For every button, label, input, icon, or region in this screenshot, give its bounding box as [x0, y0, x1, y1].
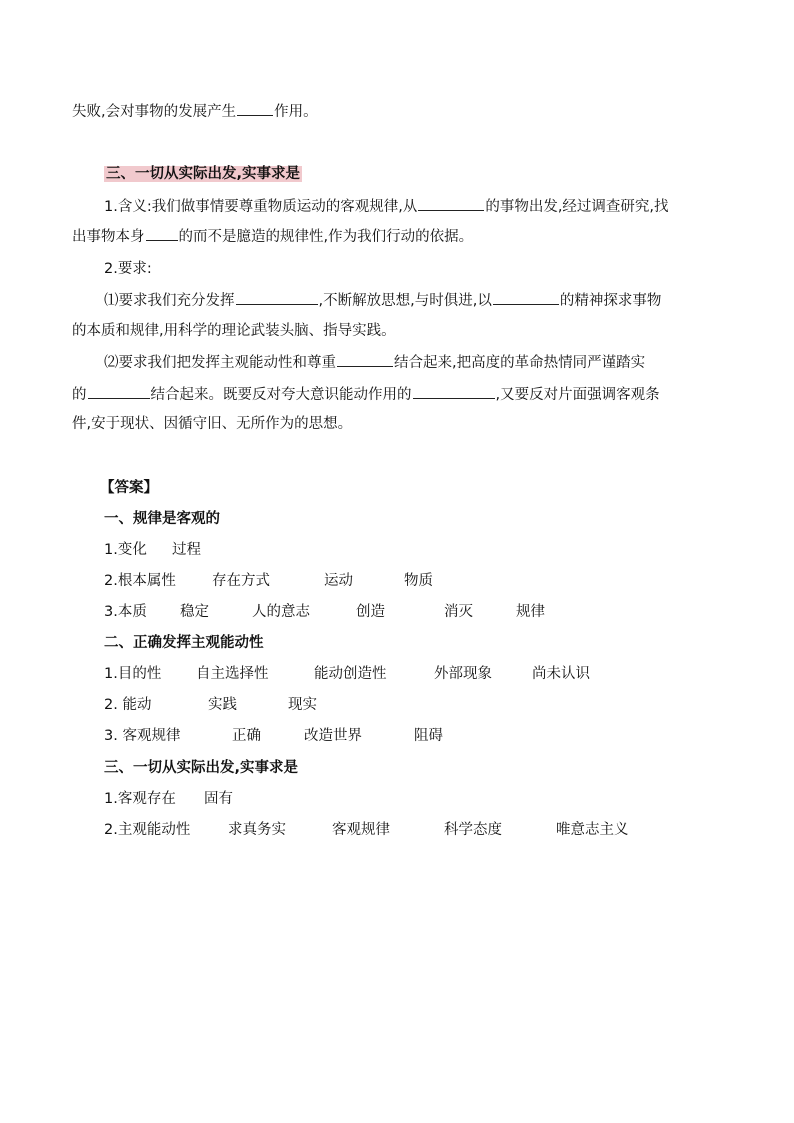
- answer-item: 尚未认识: [532, 666, 590, 682]
- answer-item: 存在方式: [212, 573, 270, 589]
- answers-title-text: 【答案】: [100, 480, 158, 496]
- meaning-b: 的事物出发,经过调查研究,找: [485, 199, 669, 215]
- text-line-req2-1: [104, 352, 645, 373]
- answer-row-3: [104, 602, 545, 622]
- text-line-req2-2: [72, 384, 660, 405]
- text-line-req-label: [104, 259, 152, 279]
- fill-blank[interactable]: [237, 101, 273, 116]
- answer-item: 2.主观能动性: [104, 822, 191, 838]
- meaning-c: 出事物本身: [72, 229, 145, 245]
- answer-item: 2. 能动: [104, 697, 152, 713]
- fill-blank[interactable]: [146, 226, 178, 241]
- answer-row-6: [104, 726, 443, 746]
- req2-e: ,又要反对片面强调客观条: [495, 387, 660, 403]
- answer-item: 求真务实: [228, 822, 286, 838]
- answer-item: 1.客观存在: [104, 791, 176, 807]
- answer-item: 唯意志主义: [556, 822, 629, 838]
- answer-item: 自主选择性: [196, 666, 269, 682]
- answer-row-2: [104, 571, 433, 591]
- fill-blank[interactable]: [337, 352, 393, 367]
- answer-item: 3. 客观规律: [104, 728, 181, 744]
- req1-a: ⑴要求我们充分发挥: [104, 293, 235, 309]
- text-line-meaning-2: [72, 226, 473, 247]
- fill-blank[interactable]: [413, 384, 495, 399]
- req2-c: 的: [72, 387, 87, 403]
- fill-blank[interactable]: [88, 384, 150, 399]
- answer-item: 外部现象: [434, 666, 492, 682]
- text-line-meaning-1: [104, 196, 669, 217]
- answer-heading-1: [104, 509, 220, 529]
- text-fail-b: 作用。: [274, 104, 318, 120]
- answer-heading-3-text: 三、一切从实际出发,实事求是: [104, 760, 299, 776]
- answer-item: 现实: [288, 697, 317, 713]
- answer-heading-2: [104, 633, 264, 653]
- answer-row-1: [104, 540, 201, 560]
- answer-item: 消灭: [444, 604, 473, 620]
- answer-item: 改造世界: [304, 728, 362, 744]
- answer-item: 正确: [232, 728, 261, 744]
- section-heading-text: 三、一切从实际出发,实事求是: [106, 166, 301, 182]
- answer-item: 人的意志: [252, 604, 310, 620]
- answer-row-5: [104, 695, 317, 715]
- req2-f: 件,安于现状、因循守旧、无所作为的思想。: [72, 416, 353, 432]
- req1-b: ,不断解放思想,与时俱进,以: [318, 293, 492, 309]
- section-heading: [104, 164, 302, 184]
- answer-heading-1-text: 一、规律是客观的: [104, 511, 220, 527]
- answer-item: 规律: [516, 604, 545, 620]
- req2-a: ⑵要求我们把发挥主观能动性和尊重: [104, 355, 336, 371]
- answer-item: 阻碍: [414, 728, 443, 744]
- req1-c: 的精神探求事物: [559, 293, 662, 309]
- answer-item: 运动: [324, 573, 353, 589]
- meaning-d: 的而不是臆造的规律性,作为我们行动的依据。: [178, 229, 474, 245]
- answer-item: 创造: [356, 604, 385, 620]
- fill-blank[interactable]: [493, 290, 559, 305]
- text-line-req2-3: [72, 414, 352, 434]
- text-line-req1-2: [72, 321, 396, 341]
- text-fail-a: 失败,会对事物的发展产生: [72, 104, 237, 120]
- answer-item: 1.目的性: [104, 666, 162, 682]
- fill-blank[interactable]: [418, 196, 484, 211]
- text-line-fail: [72, 101, 318, 122]
- answer-item: 物质: [404, 573, 433, 589]
- answer-item: 2.根本属性: [104, 573, 176, 589]
- answers-title: [100, 478, 158, 498]
- req1-d: 的本质和规律,用科学的理论武装头脑、指导实践。: [72, 323, 396, 339]
- answer-item: 实践: [208, 697, 237, 713]
- answer-row-4: [104, 664, 590, 684]
- answer-heading-2-text: 二、正确发挥主观能动性: [104, 635, 264, 651]
- answer-item: 能动创造性: [314, 666, 387, 682]
- answer-item: 3.本质: [104, 604, 147, 620]
- req2-d: 结合起来。既要反对夸大意识能动作用的: [150, 387, 412, 403]
- answer-item: 客观规律: [332, 822, 390, 838]
- answer-row-7: [104, 789, 233, 809]
- meaning-a: 1.含义:我们做事情要尊重物质运动的客观规律,从: [104, 199, 418, 215]
- answer-heading-3: [104, 758, 298, 778]
- text-line-req1-1: [104, 290, 661, 311]
- answer-item: 1.变化: [104, 542, 147, 558]
- fill-blank[interactable]: [236, 290, 318, 305]
- answer-item: 稳定: [180, 604, 209, 620]
- req-label: 2.要求:: [104, 261, 152, 277]
- answer-item: 固有: [204, 791, 233, 807]
- answer-item: 过程: [172, 542, 201, 558]
- req2-b: 结合起来,把高度的革命热情同严谨踏实: [394, 355, 646, 371]
- answer-row-8: [104, 820, 629, 840]
- answer-item: 科学态度: [444, 822, 502, 838]
